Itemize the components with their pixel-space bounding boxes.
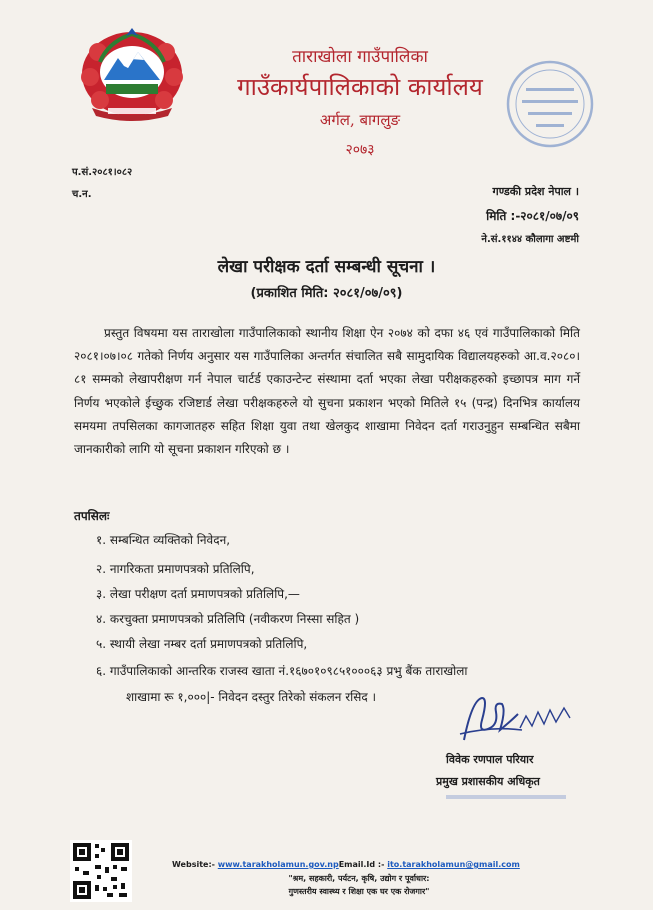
handwritten-signature bbox=[452, 690, 582, 750]
notice-body: प्रस्तुत विषयमा यस ताराखोला गाउँपालिकाको स्थानीय शिक्षा ऐन २०७४ को दफा ४६ एवं गाउँपालिकाको मिति २०८१।०७।०८ गतेको निर्णय अनुसार यस गाउँपालिका अन्तर्गत संचालित सबै सामुदायिक विद्यालयहरुको आ.व.२०८०।८१ सम्मको लेखापरीक्षण गर्न नेपाल चार्टर्ड एकाउन्टेन्ट संस्थामा दर्ता भएका लेखा परीक्षकहरुको इच्छापत्र माग गर्ने निर्णय भएकोले ईच्छुक रजिष्टार्ड लेखा परीक्षकहरुले यो सुचना प्रकाशन भएको मितिले १५ (पन्द्र) दिनभित्र कार्यालय समयमा तपसिलका कागजातहरु सहित शिक्षा युवा तथा खेलकुद शाखामा निवेदन दर्ता गराउनुहुन सम्बन्धित सबैमा जानकारीको लागि यो सूचना प्रकाशन गरिएको छ । bbox=[74, 326, 580, 457]
email-label: Email.Id :- bbox=[338, 860, 385, 869]
office-seal-icon bbox=[504, 58, 596, 150]
document-list-item: ३. लेखा परीक्षण दर्ता प्रमाणपत्रको प्रतिलिपि,— bbox=[96, 587, 300, 601]
office-address: अर्गल, बागलुङ bbox=[319, 111, 401, 129]
notice-title: लेखा परीक्षक दर्ता सम्बन्धी सूचना । bbox=[217, 257, 436, 277]
document-list-item: २. नागरिकता प्रमाणपत्रको प्रतिलिपि, bbox=[96, 562, 255, 576]
website-link[interactable]: www.tarakholamun.gov.np bbox=[217, 860, 339, 869]
notice-date: मिति :-२०८१/०७/०९ bbox=[486, 209, 579, 223]
website-label: Website:- bbox=[172, 860, 215, 869]
tapasil-label: तपसिलः bbox=[74, 509, 110, 523]
signatory-name: विवेक रणपाल परियार bbox=[446, 753, 534, 766]
footer-contact bbox=[172, 860, 520, 869]
faint-stamp-mark bbox=[446, 793, 566, 801]
nepal-emblem-icon bbox=[78, 22, 186, 122]
document-list-item: ४. करचुक्ता प्रमाणपत्रको प्रतिलिपि (नवीकरण निस्सा सहित ) bbox=[96, 612, 360, 626]
office-name: गाउँकार्यपालिकाको कार्यालय bbox=[237, 73, 483, 101]
document-list-item: ५. स्थायी लेखा नम्बर दर्ता प्रमाणपत्रको प्रतिलिपि, bbox=[96, 637, 308, 651]
nepal-sambat-date: ने.सं.११४४ कौलागा अष्टमी bbox=[481, 234, 579, 245]
document-list-item-continued: शाखामा रू १,०००|- निवेदन दस्तुर तिरेको संकलन रसिद । bbox=[126, 690, 377, 704]
email-link[interactable]: ito.tarakholamun@gmail.com bbox=[387, 860, 520, 869]
establishment-year: २०७३ bbox=[345, 142, 375, 158]
document-list-item: ६. गाउँपालिकाको आन्तरिक राजस्व खाता नं.१६७०१०९८५१०००६३ प्रभु बैंक ताराखोला bbox=[96, 664, 468, 678]
published-date: (प्रकाशित मिति: २०८१/०७/०९) bbox=[250, 286, 403, 301]
province-line: गण्डकी प्रदेश नेपाल । bbox=[492, 185, 579, 198]
dispatch-number: च.न. bbox=[72, 189, 92, 200]
footer-slogan-line-1: "श्रम, सहकारी, पर्यटन, कृषि, उद्योग र पूर्वाधार: bbox=[288, 874, 430, 883]
letter-number: प.सं.२०८१।०८२ bbox=[72, 167, 133, 178]
qr-code-icon bbox=[70, 840, 132, 902]
signatory-title: प्रमुख प्रशासकीय अधिकृत bbox=[436, 775, 540, 788]
footer-slogan-line-2: गुणस्तरीय स्वास्थ्य र शिक्षा एक घर एक रोजगार" bbox=[288, 887, 430, 896]
document-list-item: १. सम्बन्धित व्यक्तिको निवेदन, bbox=[96, 533, 231, 547]
municipality-name: ताराखोला गाउँपालिका bbox=[292, 47, 428, 67]
